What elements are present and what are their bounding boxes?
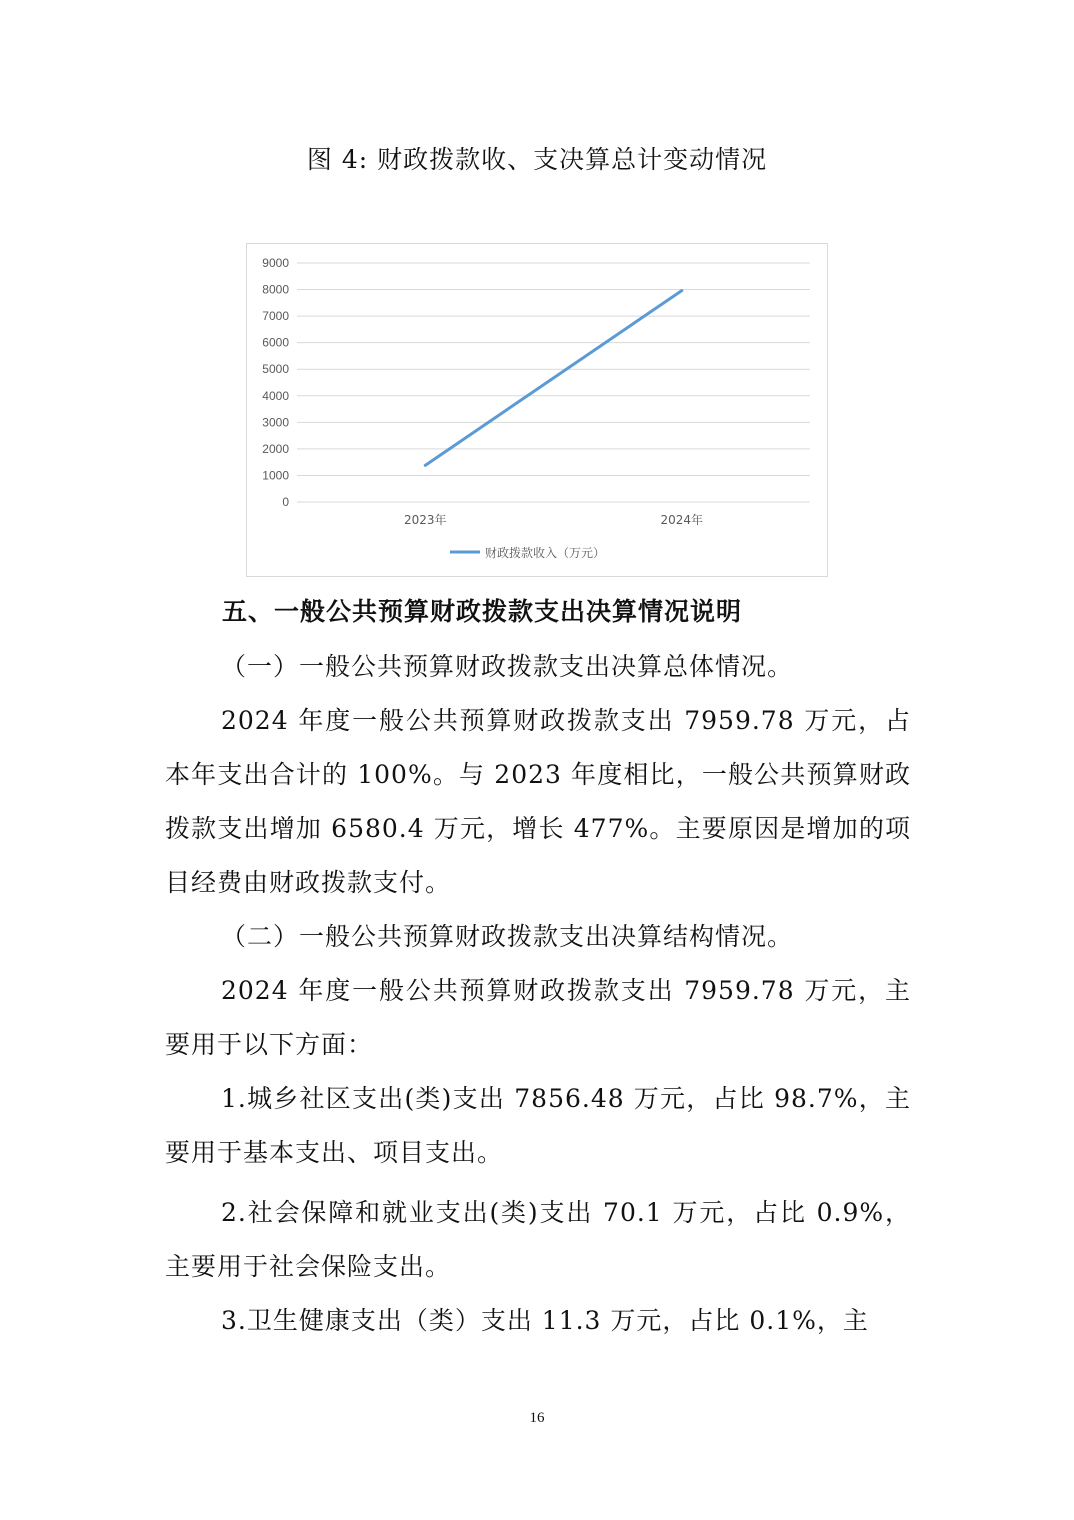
chart-svg: [247, 244, 827, 576]
series-line: [425, 291, 682, 466]
x-tick-label: 2023年: [403, 513, 447, 527]
list-item-urban-rural: 1.城乡社区支出(类)支出 7856.48 万元，占比 98.7%，主要用于基本支出、项目支出。: [165, 1084, 911, 1167]
y-tick-label: 3000: [262, 415, 289, 430]
page-number: 16: [529, 1410, 545, 1426]
line-chart: [246, 243, 828, 577]
y-tick-label: 0: [282, 495, 289, 509]
y-tick-label: 4000: [262, 388, 289, 403]
subheading-structure: （二）一般公共预算财政拨款支出决算结构情况。: [221, 922, 794, 951]
y-tick-label: 9000: [262, 256, 289, 270]
paragraph-structure: 2024 年度一般公共预算财政拨款支出 7959.78 万元，主要用于以下方面：: [165, 976, 911, 1059]
x-tick-label: 2024年: [660, 513, 704, 527]
list-item-health: 3.卫生健康支出（类）支出 11.3 万元，占比 0.1%，主: [221, 1306, 869, 1335]
y-tick-label: 6000: [262, 335, 289, 350]
subheading-overall: （一）一般公共预算财政拨款支出决算总体情况。: [221, 652, 794, 681]
list-item-social-security: 2.社会保障和就业支出(类)支出 70.1 万元，占比 0.9%，主要用于社会保险支出。: [165, 1198, 911, 1281]
section-heading: 五、一般公共预算财政拨款支出决算情况说明: [222, 597, 743, 626]
y-tick-label: 1000: [262, 468, 289, 483]
y-tick-label: 2000: [262, 441, 289, 456]
paragraph-overall: 2024 年度一般公共预算财政拨款支出 7959.78 万元，占本年支出合计的 100%。与 2023 年度相比，一般公共预算财政拨款支出增加 6580.4 万元，增长 477%。主要原因是增加的项目经费由财政拨款支付。: [165, 706, 911, 897]
y-tick-label: 5000: [262, 362, 289, 377]
legend-label: 财政拨款收入（万元）: [485, 546, 606, 560]
figure-caption: 图 4: 财政拨款收、支决算总计变动情况: [306, 145, 768, 174]
y-tick-label: 7000: [262, 309, 289, 324]
y-tick-label: 8000: [262, 282, 289, 297]
